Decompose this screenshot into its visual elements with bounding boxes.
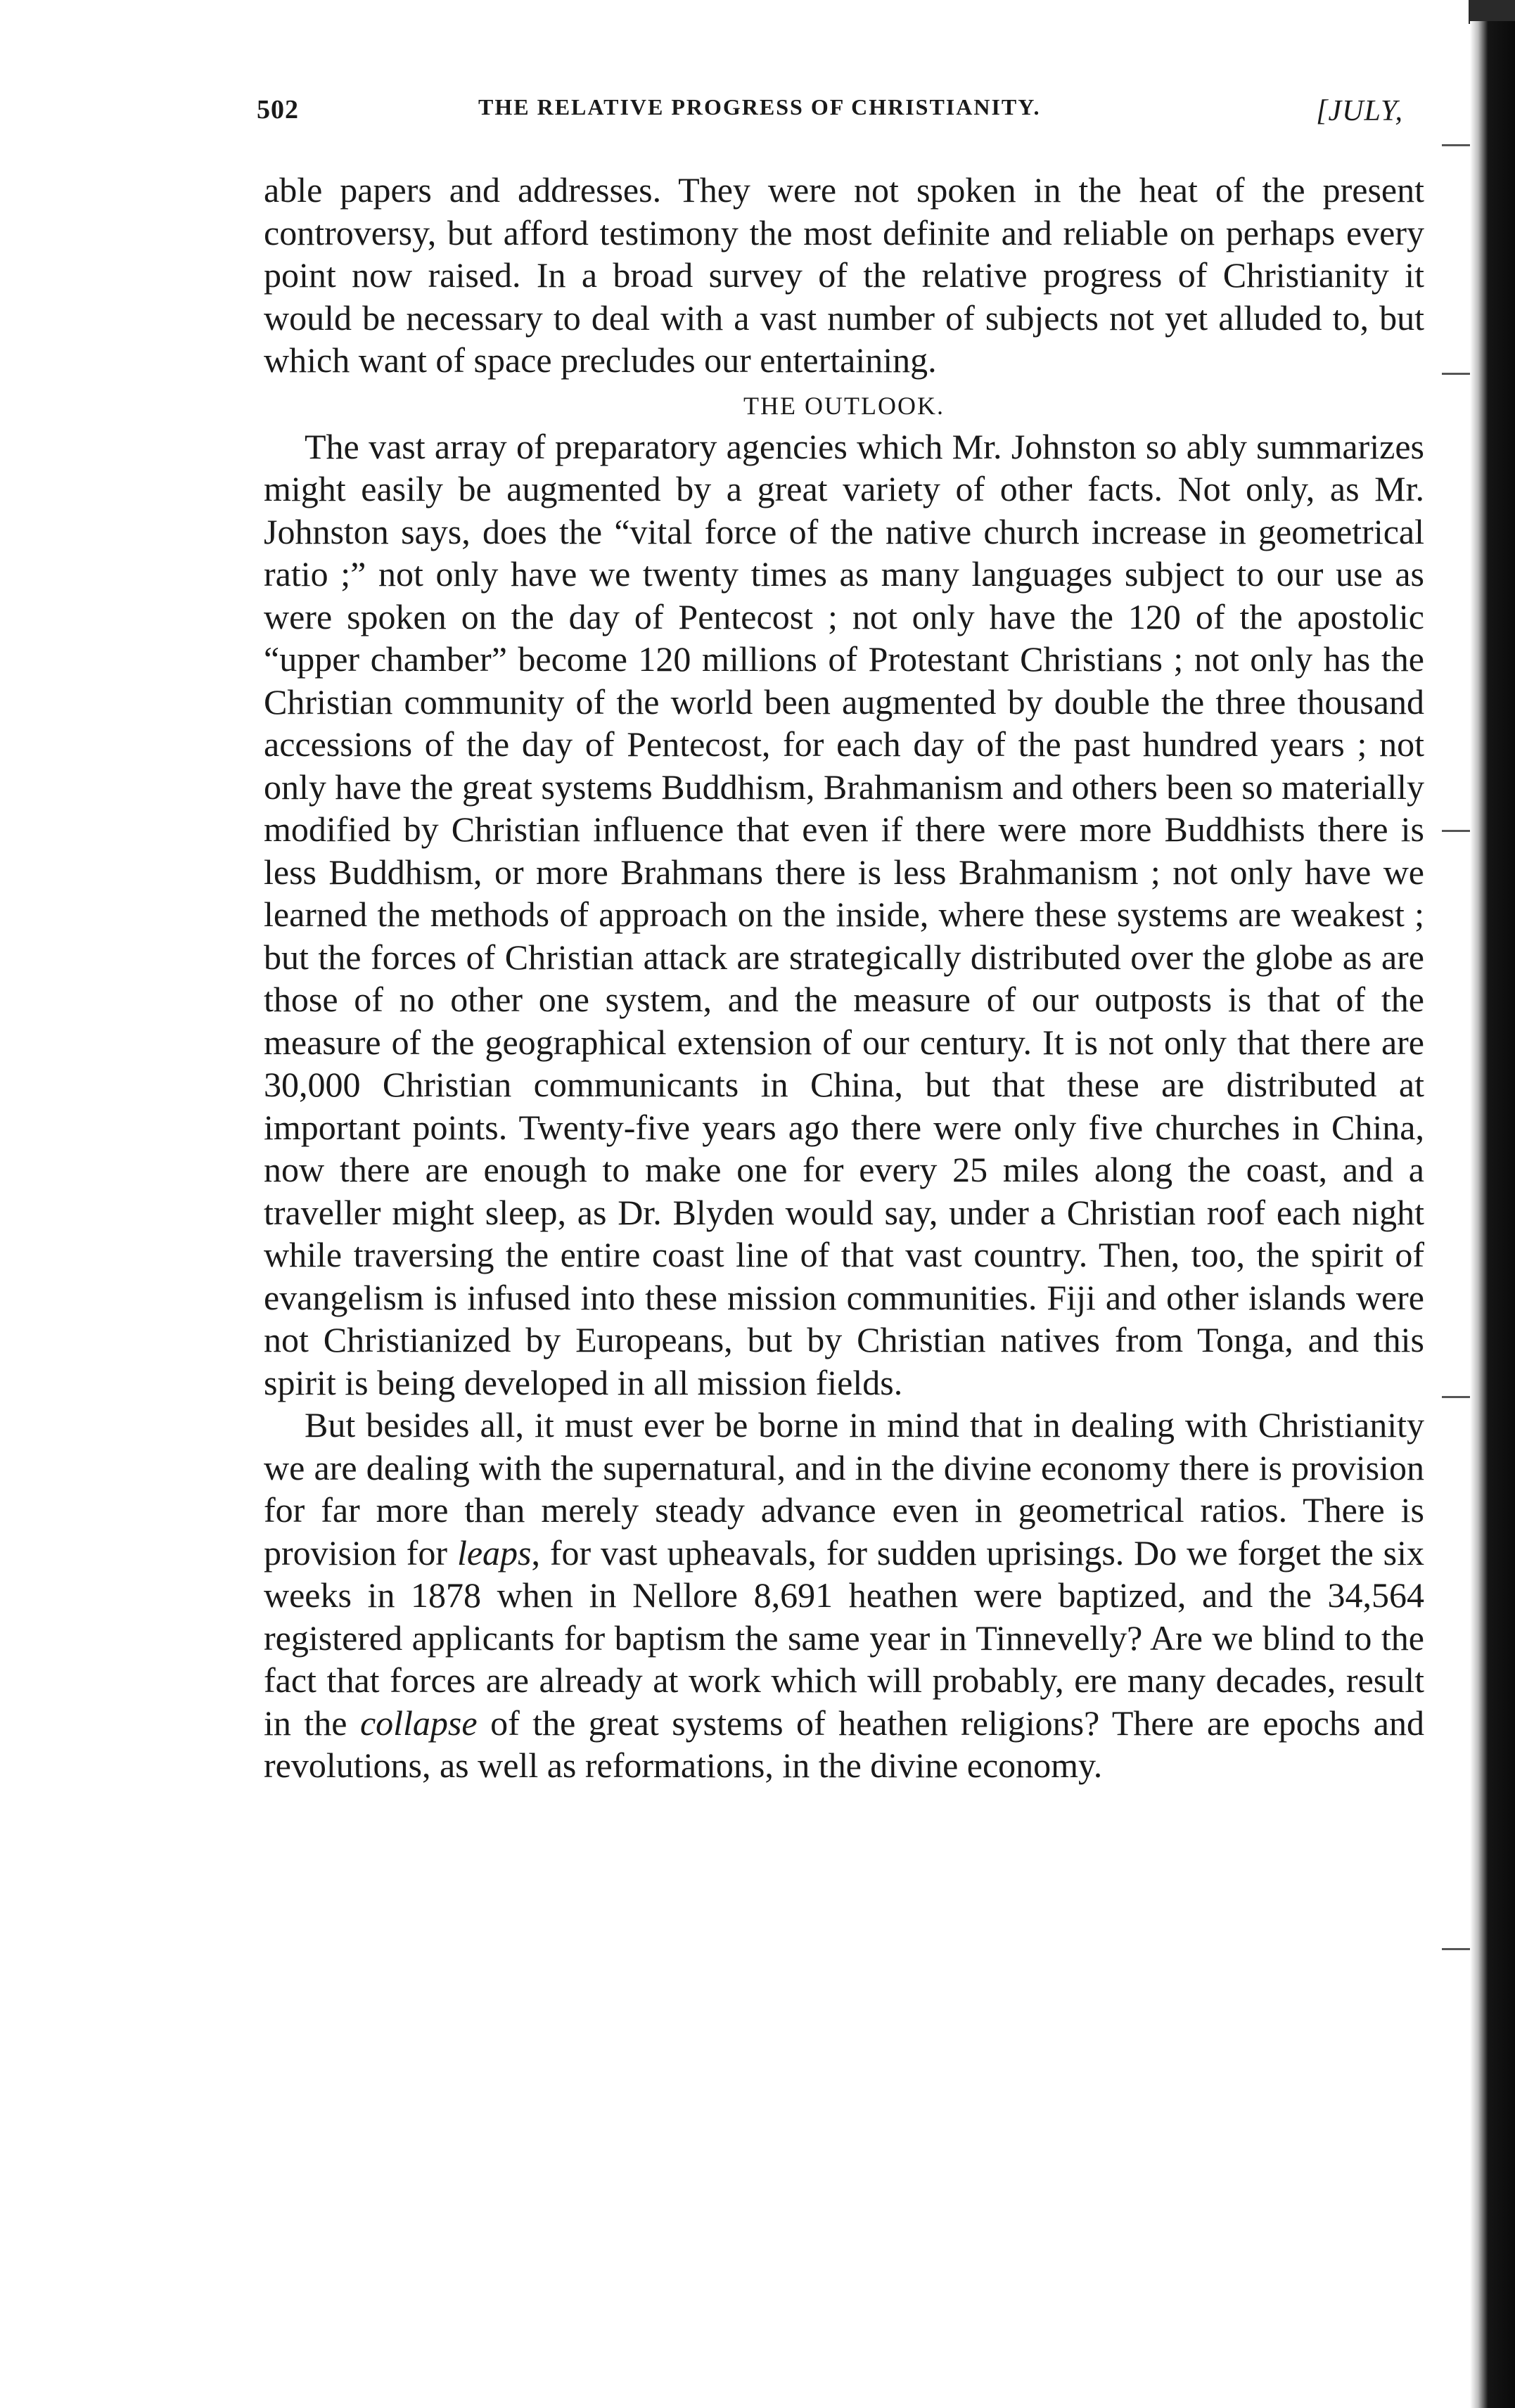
page-number: 502 xyxy=(257,95,299,124)
running-head xyxy=(257,84,1445,134)
emphasis-leaps: leaps xyxy=(456,1532,532,1573)
paragraph-supernatural xyxy=(264,1404,1424,1787)
emphasis-collapse: collapse xyxy=(359,1703,478,1743)
scan-artifact xyxy=(1442,373,1470,375)
scan-artifact xyxy=(1442,144,1470,146)
scan-binding-edge xyxy=(1470,21,1515,2408)
paragraph-text: But besides all, it must ever be borne in mind that in dealing with Christianity we are dealing with the supernatural, and in the divine economy there is provision for far more than merely steady advance even in geometrical ratios. There is provision for xyxy=(264,1405,1424,1573)
paragraph-text: of the great systems of heathen religions? There are epochs and revolutions, as well as reformations, in the divine economy. xyxy=(264,1703,1424,1785)
running-date: [JULY, xyxy=(1316,95,1403,127)
section-heading: THE OUTLOOK. xyxy=(743,391,945,420)
running-title: THE RELATIVE PROGRESS OF CHRISTIANITY. xyxy=(478,94,1041,120)
scan-artifact xyxy=(1442,830,1470,832)
scan-artifact xyxy=(1442,1396,1470,1398)
scan-artifact xyxy=(1442,1948,1470,1950)
paragraph-text: , for vast upheavals, for sudden uprisings. Do we forget the six weeks in 1878 when in Nellore 8,691 heathen were baptized, and the 34,564 registered applicants for baptism the same year in Tinnevelly? Are we blind to the fact that forces are already at work which will probably, ere many decades, result in the xyxy=(264,1532,1424,1743)
scan-edge-top xyxy=(1469,0,1515,24)
article-text xyxy=(264,169,1424,1787)
paragraph-outlook: The vast array of preparatory agencies which Mr. Johnston so ably summarizes might easily be augmented by a great variety of other facts. Not only, as Mr. Johnston says, does the “vital force of the native church increase in geometrical ratio ;” not only have we twenty times as many languages subject to our use as were spoken on the day of Pentecost ; not only have the 120 of the apostolic “upper chamber” become 120 millions of Protestant Christians ; not only has the Christian community of the world been augmented by double the three thousand accessions of the day of Pentecost, for each day of the past hundred years ; not only have the great systems Buddhism, Brahmanism and others been so materially modified by Christian influence that even if there were more Buddhists there is less Buddhism, or more Brahmans there is less Brahmanism ; not only have we learned the methods of approach on the inside, where these systems are weakest ; but the forces of Christian attack are strategically distributed over the globe as are those of no other one system, and the measure of our outposts is that of the measure of the geographical extension of our century. It is not only that there are 30,000 Christian communicants in China, but that these are distributed at important points. Twenty-five years ago there were only five churches in China, now there are enough to make one for every 25 miles along the coast, and a traveller might sleep, as Dr. Blyden would say, under a Christian roof each night while traversing the entire coast line of that vast country. Then, too, the spirit of evangelism is infused into these mission communities. Fiji and other islands were not Christianized by Europeans, but by Christian natives from Tonga, and this spirit is being developed in all mission fields. xyxy=(264,426,1424,1402)
paragraph-continued: able papers and addresses. They were not spoken in the heat of the present controversy, but afford testimony the most definite and reliable on perhaps every point now raised. In a broad survey of the relative progress of Christianity it would be necessary to deal with a vast number of subjects not yet alluded to, but which want of space precludes our entertaining. xyxy=(264,170,1424,380)
